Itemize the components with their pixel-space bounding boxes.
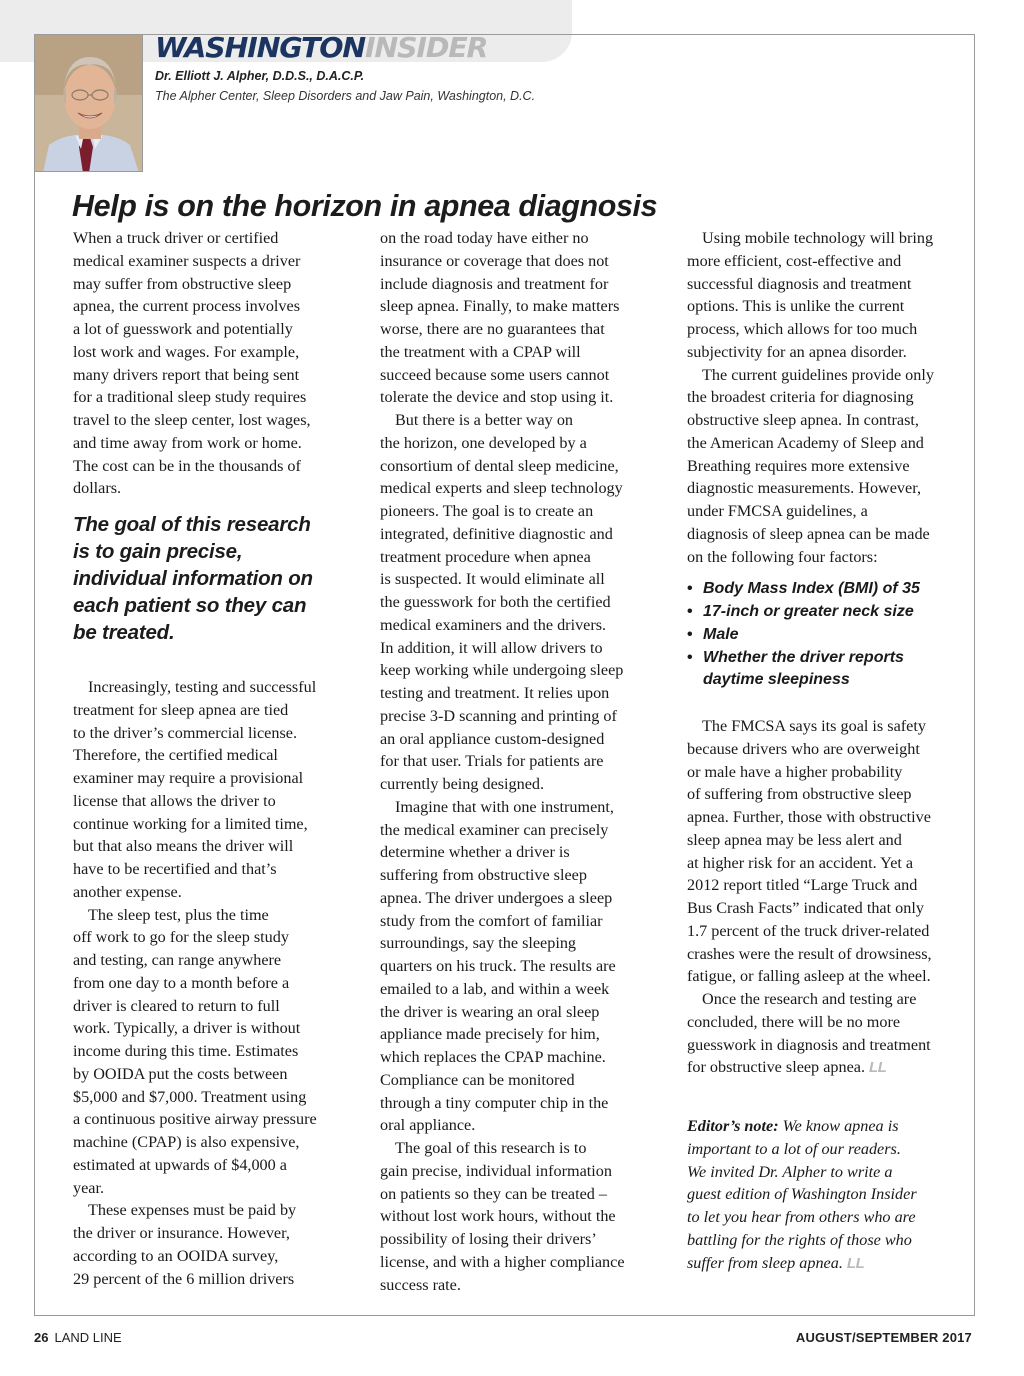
text-line: license, and with a higher compliance (380, 1252, 625, 1271)
text-line: work. Typically, a driver is without (73, 1019, 301, 1038)
text-line: keep working while undergoing sleep (380, 661, 624, 680)
text-line: according to an OOIDA survey, (73, 1246, 279, 1265)
text-line: battling for the rights of those who (687, 1230, 912, 1249)
text-line: many drivers report that being sent (73, 365, 300, 384)
list-item-continuation: daytime sleepiness (703, 671, 850, 689)
page-number: 26 (34, 1330, 49, 1345)
text-line: But there is a better way on (395, 411, 574, 429)
text-line: The current guidelines provide only (702, 365, 934, 384)
text-line: important to a lot of our readers. (687, 1139, 901, 1158)
column-brand (155, 30, 487, 66)
text-line: from one day to a month before a (73, 973, 290, 992)
text-line: pioneers. The goal is to create an (380, 502, 594, 520)
text-line: include diagnosis and treatment for (380, 274, 609, 293)
text-line: fatigue, or falling asleep at the wheel. (687, 967, 931, 986)
text-line: driver is cleared to return to full (73, 996, 280, 1015)
text-line: to let you hear from others who are (687, 1208, 916, 1226)
text-line: on the following four factors: (687, 547, 878, 566)
text-line: medical experts and sleep technology (380, 479, 623, 498)
list-item (687, 647, 965, 670)
text-line: sleep apnea may be less alert and (687, 830, 902, 849)
text-line: The cost can be in the thousands of (73, 456, 301, 475)
text-line: the treatment with a CPAP will (380, 342, 581, 361)
spacer (687, 692, 965, 715)
text-line: The goal of this research is to (395, 1139, 587, 1157)
text-line: successful diagnosis and treatment (687, 274, 912, 293)
editor-note (687, 1115, 965, 1274)
text-line: year. (73, 1178, 105, 1197)
author-affiliation: The Alpher Center, Sleep Disorders and Jaw Pain, Washington, D.C. (155, 89, 536, 103)
pull-quote-line: The goal of this research (73, 513, 311, 536)
text-line: is suspected. It would eliminate all (380, 570, 605, 589)
text-line-content: for obstructive sleep apnea. (687, 1058, 865, 1077)
pull-quote-line: is to gain precise, (73, 540, 243, 563)
text-line: suffering from obstructive sleep (380, 866, 587, 884)
list-item-text: Male (703, 625, 739, 643)
text-line: crashes were the result of drowsiness, (687, 944, 932, 963)
text-line: Using mobile technology will bring (702, 229, 934, 247)
bullet-icon: • (687, 603, 693, 620)
text-line: more efficient, cost-effective and (687, 251, 902, 270)
text-line: These expenses must be paid by (88, 1201, 297, 1220)
text-line: but that also means the driver will (73, 837, 294, 856)
footer-folio (34, 1330, 122, 1345)
bullet-icon: • (687, 648, 693, 666)
text-line: lost work and wages. For example, (73, 342, 300, 361)
text-line (687, 1252, 965, 1275)
text-line: estimated at upwards of $4,000 a (73, 1155, 287, 1174)
text-line: Compliance can be monitored (380, 1070, 575, 1089)
brand-washington: WASHINGTON (155, 31, 365, 64)
list-item (687, 578, 965, 601)
text-line: apnea, the current process involves (73, 297, 300, 316)
text-line: integrated, definitive diagnostic and (380, 524, 613, 543)
text-line: medical examiner suspects a driver (73, 251, 301, 270)
issue-date: AUGUST/SEPTEMBER 2017 (795, 1330, 972, 1345)
text-line: treatment procedure when apnea (380, 547, 591, 566)
col1-paragraph-4 (73, 1199, 351, 1290)
text-line: examiner may require a provisional (73, 769, 304, 787)
text-line-content: We know apnea is (782, 1117, 899, 1135)
text-line: under FMCSA guidelines, a (687, 502, 868, 520)
list-item (687, 601, 965, 624)
text-line: success rate. (380, 1275, 461, 1294)
col1-paragraph-1 (73, 227, 351, 500)
text-line: at higher risk for an accident. Yet a (687, 853, 914, 872)
text-line: treatment for sleep apnea are tied (73, 700, 289, 719)
text-line: diagnosis of sleep apnea can be made (687, 524, 930, 543)
list-item (687, 624, 965, 647)
text-line: options. This is unlike the current (687, 297, 905, 316)
pull-quote-line: each patient so they can (73, 594, 307, 617)
text-line: 29 percent of the 6 million drivers (73, 1269, 295, 1288)
text-line: precise 3-D scanning and printing of (380, 706, 617, 725)
text-line-content: suffer from sleep apnea. (687, 1253, 843, 1272)
col2-paragraph-3 (380, 796, 662, 1137)
text-line: the horizon, one developed by a (380, 433, 587, 452)
text-line: for a traditional sleep study requires (73, 388, 307, 407)
text-line (687, 1115, 965, 1138)
text-line: apnea. The driver undergoes a sleep (380, 888, 613, 907)
pull-quote-line: be treated. (73, 621, 175, 644)
text-line: study from the comfort of familiar (380, 911, 603, 930)
text-line: the broadest criteria for diagnosing (687, 388, 914, 407)
text-line: When a truck driver or certified (73, 229, 279, 247)
text-line: The FMCSA says its goal is safety (702, 717, 926, 735)
text-line: Bus Crash Facts” indicated that only (687, 899, 924, 917)
author-portrait-illustration (35, 35, 143, 172)
column-3 (687, 227, 965, 1274)
article-headline: Help is on the horizon in apnea diagnosis (72, 189, 658, 223)
text-line: subjectivity for an apnea disorder. (687, 342, 907, 361)
list-item-text: Whether the driver reports (703, 648, 904, 666)
text-line: the American Academy of Sleep and (687, 433, 924, 452)
text-line: travel to the sleep center, lost wages, (73, 411, 311, 429)
text-line: without lost work hours, without the (380, 1207, 616, 1226)
text-line: of suffering from obstructive sleep (687, 785, 912, 804)
text-line: 2012 report titled “Large Truck and (687, 876, 918, 895)
text-line: on patients so they can be treated – (380, 1184, 607, 1203)
col2-paragraph-1 (380, 227, 662, 409)
text-line: sleep apnea. Finally, to make matters (380, 297, 620, 316)
text-line: oral appliance. (380, 1116, 476, 1135)
text-line: We invited Dr. Alpher to write a (687, 1162, 893, 1181)
text-line: Breathing requires more extensive (687, 456, 910, 475)
text-line: a lot of guesswork and potentially (73, 320, 293, 338)
text-line: concluded, there will be no more (687, 1012, 901, 1031)
author-photo (34, 34, 143, 172)
text-line: emailed to a lab, and within a week (380, 979, 610, 998)
text-line: a continuous positive airway pressure (73, 1110, 317, 1129)
text-line: diagnostic measurements. However, (687, 479, 921, 498)
text-line: the medical examiner can precisely (380, 820, 609, 839)
text-line: In addition, it will allow drivers to (380, 638, 603, 657)
text-line: license that allows the driver to (73, 791, 276, 810)
text-line: dollars. (73, 479, 122, 498)
text-line: worse, there are no guarantees that (380, 320, 605, 338)
text-line: Therefore, the certified medical (73, 746, 278, 765)
spacer (687, 1079, 965, 1115)
text-line: quarters on his truck. The results are (380, 957, 616, 975)
text-line: succeed because some users cannot (380, 365, 610, 384)
text-line: through a tiny computer chip in the (380, 1093, 609, 1112)
text-line: testing and treatment. It relies upon (380, 684, 610, 702)
brand-insider: INSIDER (364, 31, 488, 64)
text-line: to the driver’s commercial license. (73, 723, 297, 742)
text-line: $5,000 and $7,000. Treatment using (73, 1087, 307, 1106)
text-line: process, which allows for too much (687, 320, 918, 338)
text-line: and time away from work or home. (73, 433, 302, 452)
col3-paragraph-1 (687, 227, 965, 364)
publication-name: LAND LINE (54, 1330, 122, 1345)
pull-quote (73, 511, 351, 646)
text-line: guest edition of Washington Insider (687, 1185, 917, 1204)
text-line: have to be recertified and that’s (73, 860, 277, 878)
text-line: tolerate the device and stop using it. (380, 388, 614, 407)
text-line: apnea. Further, those with obstructive (687, 808, 931, 826)
list-item-text: 17-inch or greater neck size (703, 603, 914, 620)
col3-paragraph-3 (687, 715, 965, 988)
pull-quote-line: individual information on (73, 567, 313, 590)
list-item-text: Body Mass Index (BMI) of 35 (703, 580, 920, 598)
text-line: currently being designed. (380, 775, 545, 793)
bullet-icon: • (687, 625, 693, 643)
editor-note-label: Editor’s note: (687, 1117, 779, 1135)
column-2 (380, 227, 662, 1296)
text-line: 1.7 percent of the truck driver-related (687, 921, 930, 940)
text-line: medical examiners and the drivers. (380, 615, 607, 634)
text-line: and testing, can range anywhere (73, 951, 282, 969)
text-line: Once the research and testing are (702, 990, 917, 1008)
text-line: on the road today have either no (380, 229, 589, 247)
text-line: by OOIDA put the costs between (73, 1064, 288, 1083)
text-line: or male have a higher probability (687, 762, 903, 781)
text-line: income during this time. Estimates (73, 1042, 299, 1060)
text-line: the guesswork for both the certified (380, 593, 611, 611)
text-line: appliance made precisely for him, (380, 1025, 600, 1044)
text-line: The sleep test, plus the time (88, 905, 269, 924)
text-line: consortium of dental sleep medicine, (380, 456, 619, 475)
text-line: machine (CPAP) is also expensive, (73, 1133, 300, 1151)
col2-paragraph-4 (380, 1137, 662, 1296)
text-line: surroundings, say the sleeping (380, 934, 577, 953)
text-line: an oral appliance custom-designed (380, 729, 605, 748)
col3-paragraph-2 (687, 364, 965, 569)
column-1 (73, 227, 351, 1290)
text-line: off work to go for the sleep study (73, 928, 289, 947)
text-line: Increasingly, testing and successful (88, 678, 317, 696)
text-line: the driver is wearing an oral sleep (380, 1002, 600, 1021)
criteria-list (687, 578, 965, 692)
bullet-icon: • (687, 580, 693, 598)
text-line: another expense. (73, 882, 182, 901)
col3-paragraph-4 (687, 988, 965, 1079)
text-line: guesswork in diagnosis and treatment (687, 1035, 931, 1054)
text-line: obstructive sleep apnea. In contrast, (687, 411, 919, 429)
text-line: possibility of losing their drivers’ (380, 1230, 597, 1248)
text-line (687, 1056, 965, 1079)
text-line: which replaces the CPAP machine. (380, 1048, 606, 1066)
text-line: for that user. Trials for patients are (380, 752, 604, 771)
text-line: continue working for a limited time, (73, 814, 308, 833)
text-line: gain precise, individual information (380, 1161, 612, 1180)
text-line: determine whether a driver is (380, 843, 570, 862)
text-line: Imagine that with one instrument, (395, 797, 614, 816)
text-line: the driver or insurance. However, (73, 1224, 290, 1242)
col1-paragraph-3 (73, 904, 351, 1200)
author-name: Dr. Elliott J. Alpher, D.D.S., D.A.C.P. (155, 69, 365, 83)
col1-paragraph-2 (73, 676, 351, 904)
end-mark-logo: LL (869, 1059, 887, 1077)
end-mark-logo: LL (846, 1254, 865, 1272)
text-line: because drivers who are overweight (687, 739, 920, 758)
col2-paragraph-2 (380, 409, 662, 796)
text-line: may suffer from obstructive sleep (73, 274, 292, 293)
text-line: insurance or coverage that does not (380, 251, 609, 270)
